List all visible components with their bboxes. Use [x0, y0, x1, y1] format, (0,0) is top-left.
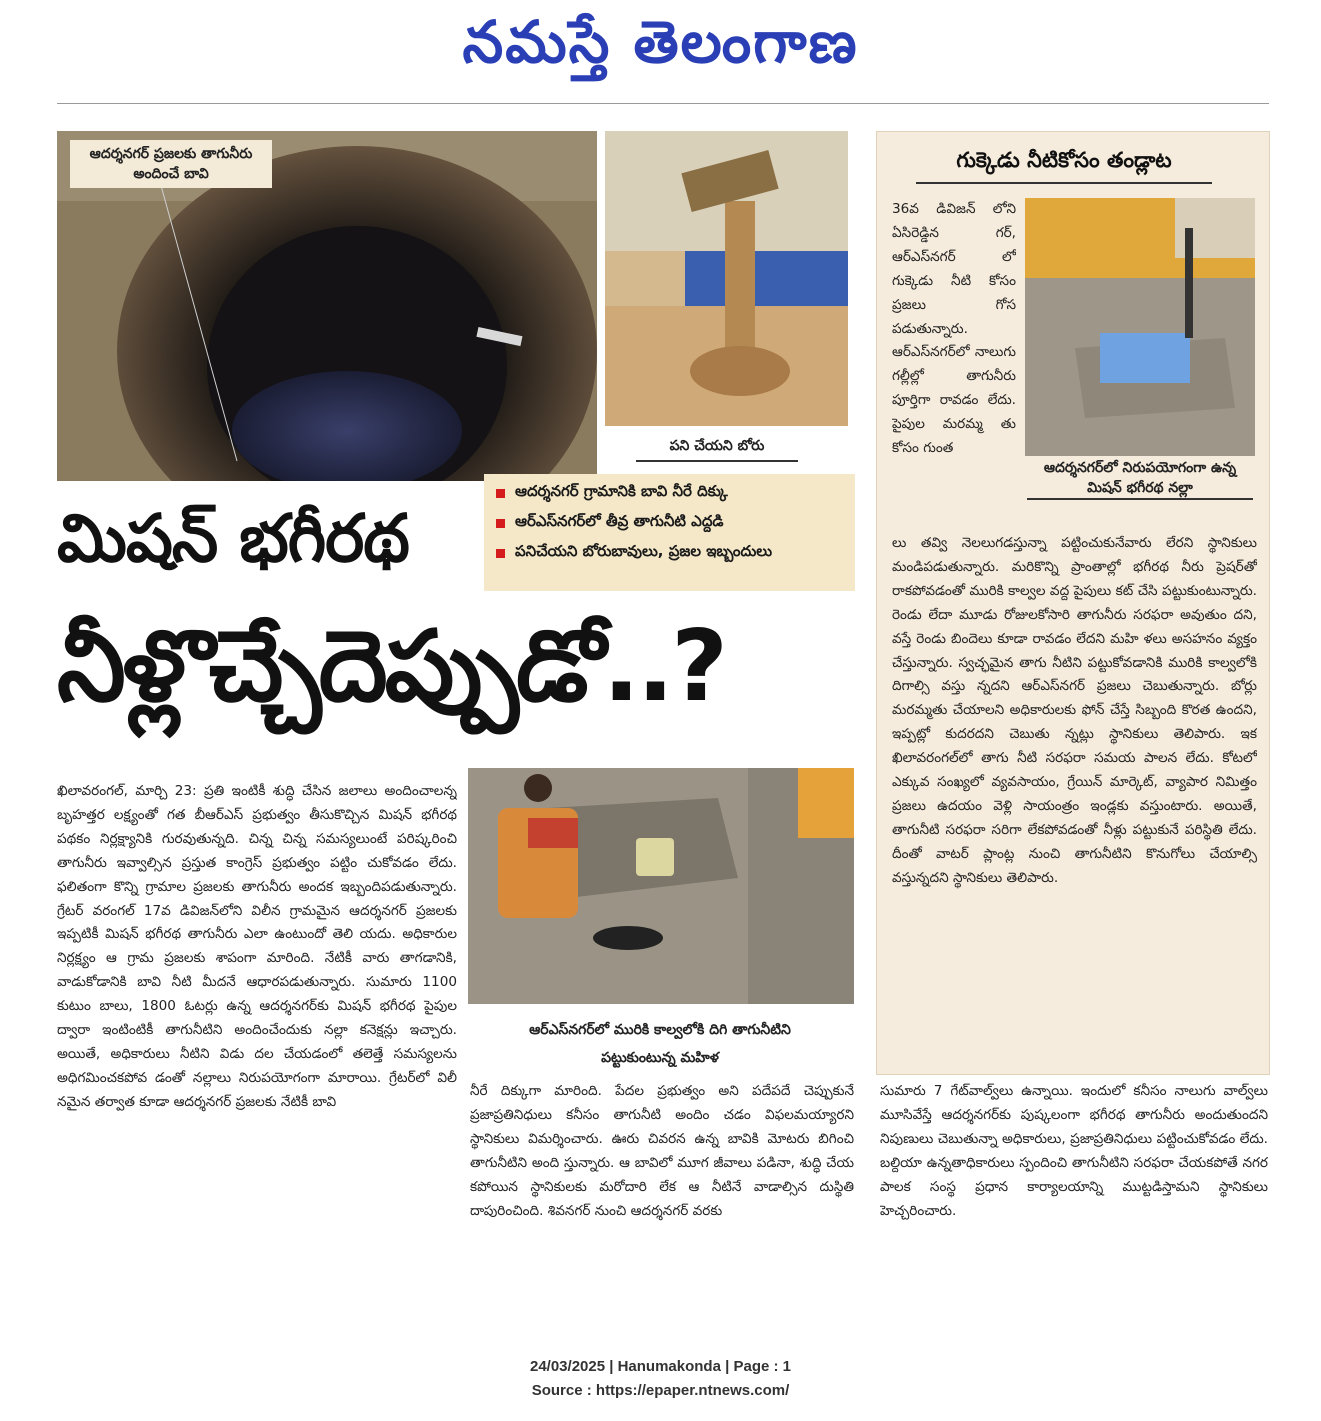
sidebar-body: లు తవ్వి నెలలుగడస్తున్నా పట్టించుకునేవారు లేరని స్థానికులు మండిపడుతున్నారు. మరికొన్ని ప్రాంతాల్లో భగీరథ నీరు ప్రెషర్‌తో రాకపోవడంతో మురికి కాల్వల వద్ద పైపులు కట్ చేసి పట్టుకుంటున్నారు. రెండు లేదా మూడు రోజులకోసారి తాగునీరు సరఫరా అవుతుం దని, వస్తే రెండు బిందెలు కూడా రావడం లేదని మహి ళలు అసహనం వ్యక్తం చేస్తున్నారు. స్వచ్ఛమైన తాగు నీటిని పట్టుకోవడానికి మురికి కాల్వలోకి దిగాల్సి వస్తు న్నదని ఆర్‌ఎస్‌నగర్ ప్రజలు చెబుతున్నారు. బోర్లు మరమ్మతు చేయాలని అధికారులకు ఫోన్ చేస్తే సిబ్బంది కొరత ఉందని, ఇప్పట్లో కుదరదని చెబుతు న్నట్లు స్థానికులు తెలిపారు. ఇక ఖిలావరంగల్‌లో తాగు నీటి సరఫరా సమయ పాలన లేదు. కోటలో ఎక్కువ సంఖ్యలో వ్యవసాయం, గ్రేయిన్ మార్కెట్, వ్యాపార నిమిత్తం ప్రజలు ఉదయం వెళ్లి సాయంత్రం ఇండ్లకు వస్తుంటారు. అయితే, తాగునీటి సరఫరా సరిగా లేకపోవడంతో నీళ్లు పట్టుకునే పరిస్థితి లేదు. దీంతో వాటర్ ప్లాంట్ల నుంచి తాగునీటిని కొనుగోలు చేయాల్సి వస్తున్నదని స్థానికులు తెలిపారు.	[892, 535, 1257, 886]
article-column-2: నీరే దిక్కుగా మారింది. పేదల ప్రభుత్వం అని పదేపదే చెప్పుకునే ప్రజాప్రతినిధులు కనీసం తాగునీటి అందిం చడం విఫలమయ్యారని స్థానికులు విమర్శించారు. ఊరు చివరన ఉన్న బావికి మోటరు బిగించి తాగునీటిని అంది స్తున్నారు. ఆ బావిలో మూగ జీవాలు పడినా, శుద్ధి చేయ కపోయిన స్థానికులకు మరోదారి లేక ఆ నీటినే వాడాల్సిన దుస్థితి దాపురించింది. శివనగర్ నుంచి ఆదర్శనగర్ వరకు	[470, 1083, 854, 1219]
sidebar-title: గుక్కెడు నీటికోసం తండ్లాట	[916, 148, 1212, 184]
article-column-3: సుమారు 7 గేట్‌వాల్వ్‌లు ఉన్నాయి. ఇందులో కనీసం నాలుగు వాల్వ్‌లు మూసివేస్తే ఆదర్శనగర్‌కు పుష్కలంగా భగీరథ తాగునీరు అందుతుందని నిపుణులు చెబుతున్నా అధికారులు, ప్రజాప్రతినిధులు పట్టించుకోవడం లేదు. బల్దియా ఉన్నతాధికారులు స్పందించి తాగునీటిని సరఫరా చేయకపోతే నగర పాలక సంస్థ ప్రధాన కార్యాలయాన్ని ముట్టడిస్తామని స్థానికులు హెచ్చరించారు.	[880, 1083, 1268, 1219]
highlight-item: పనిచేయని బోరుబావులు, ప్రజల ఇబ్బందులు	[484, 538, 855, 568]
footer-source: Source : https://epaper.ntnews.com/	[531, 1382, 790, 1399]
bullet-square-icon	[496, 549, 505, 558]
borewell-photo	[605, 131, 848, 426]
bullet-square-icon	[496, 519, 505, 528]
tap-photo	[1025, 198, 1255, 456]
masthead-divider	[57, 103, 1269, 104]
highlights-box	[484, 474, 855, 591]
sidebar-intro: 36వ డివిజన్ లోని ఏసిరెడ్డిన గర్, ఆర్‌ఎస్‌నగర్ లో గుక్కెడు నీటి కోసం ప్రజలు గోస పడుతున్నారు. ఆర్‌ఎస్‌నగర్‌లో నాలుగు గల్లీల్లో తాగునీరు పూర్తిగా రావడం లేదు. పైపుల మరమ్మ తు కోసం గుంత	[892, 201, 1016, 457]
headline-line2: నీళ్లొచ్చేదెప్పుడో..?	[57, 610, 726, 724]
highlight-item: ఆర్‌ఎస్‌నగర్‌లో తీవ్ర తాగునీటి ఎద్దడి	[484, 508, 855, 538]
tap-photo-caption: ఆదర్శనగర్‌లో నిరుపయోగంగా ఉన్న మిషన్ భగీరథ నల్లా	[1027, 458, 1253, 500]
headline-line1: మిషన్ భగీరథ	[57, 500, 409, 577]
woman-photo-caption: ఆర్‌ఎస్‌నగర్‌లో మురికి కాల్వలోకి దిగి తాగునీటిని పట్టుకుంటున్న మహిళ	[529, 1022, 791, 1066]
masthead-logo: నమస్తే తెలంగాణ	[462, 8, 859, 76]
woman-photo	[468, 768, 854, 1004]
well-photo-caption: ఆదర్శనగర్ ప్రజలకు తాగునీరు అందించే బావి	[70, 140, 272, 188]
bullet-square-icon	[496, 489, 505, 498]
article-column-1: ఖిలావరంగల్, మార్చి 23: ప్రతి ఇంటికీ శుద్ధి చేసిన జలాలు అందించాలన్న బృహత్తర లక్ష్యంతో గత బీఆర్‌ఎస్ ప్రభుత్వం తీసుకొచ్చిన మిషన్ భగీరథ పథకం నిర్లక్ష్యానికి గురవుతున్నది. చిన్న చిన్న సమస్యలుంటే పరిష్కరించి తాగునీరు ఇవ్వాల్సిన ప్రస్తుత కాంగ్రెస్ ప్రభుత్వం పట్టిం చుకోవడం లేదు. ఫలితంగా కొన్ని గ్రామాల ప్రజలకు తాగునీరు అందక ఇబ్బందిపడుతున్నారు. గ్రేటర్ వరంగల్ 17వ డివిజన్‌లోని విలీన గ్రామమైన ఆదర్శనగర్ ప్రజలకు ఇప్పటికీ మిషన్ భగీరథ తాగునీరు ఎలా ఉంటుందో తెలి యదు. అధికారుల నిర్లక్ష్యం ఆ గ్రామ ప్రజలకు శాపంగా మారింది. నేటికీ వారు తాగడానికి, వాడుకోడానికి బావి నీటి మీదనే ఆధారపడుతున్నారు. సుమారు 1100 కుటుం బాలు, 1800 ఓటర్లు ఉన్న ఆదర్శనగర్‌కు మిషన్ భగీరథ పైపుల ద్వారా ఇంటింటికీ తాగునీటిని అందించేందుకు నల్లా కనెక్షన్లు ఇచ్చారు. అయితే, అధికారులు నీటిని విడు దల చేయడంలో తలెత్తే సమస్యలను అధిగమించకపోవ డంతో నల్లాలు నిరుపయోగంగా మారాయి. గ్రేటర్‌లో విలీ నమైన తర్వాత కూడా ఆదర్శనగర్ ప్రజలకు నేటికీ బావి	[57, 783, 457, 1110]
borewell-photo-caption: పని చేయని బోరు	[636, 432, 798, 462]
footer-date-edition: 24/03/2025 | Hanumakonda | Page : 1	[529, 1358, 791, 1375]
highlight-item: ఆదర్శనగర్ గ్రామానికి బావి నీరే దిక్కు	[484, 478, 855, 508]
